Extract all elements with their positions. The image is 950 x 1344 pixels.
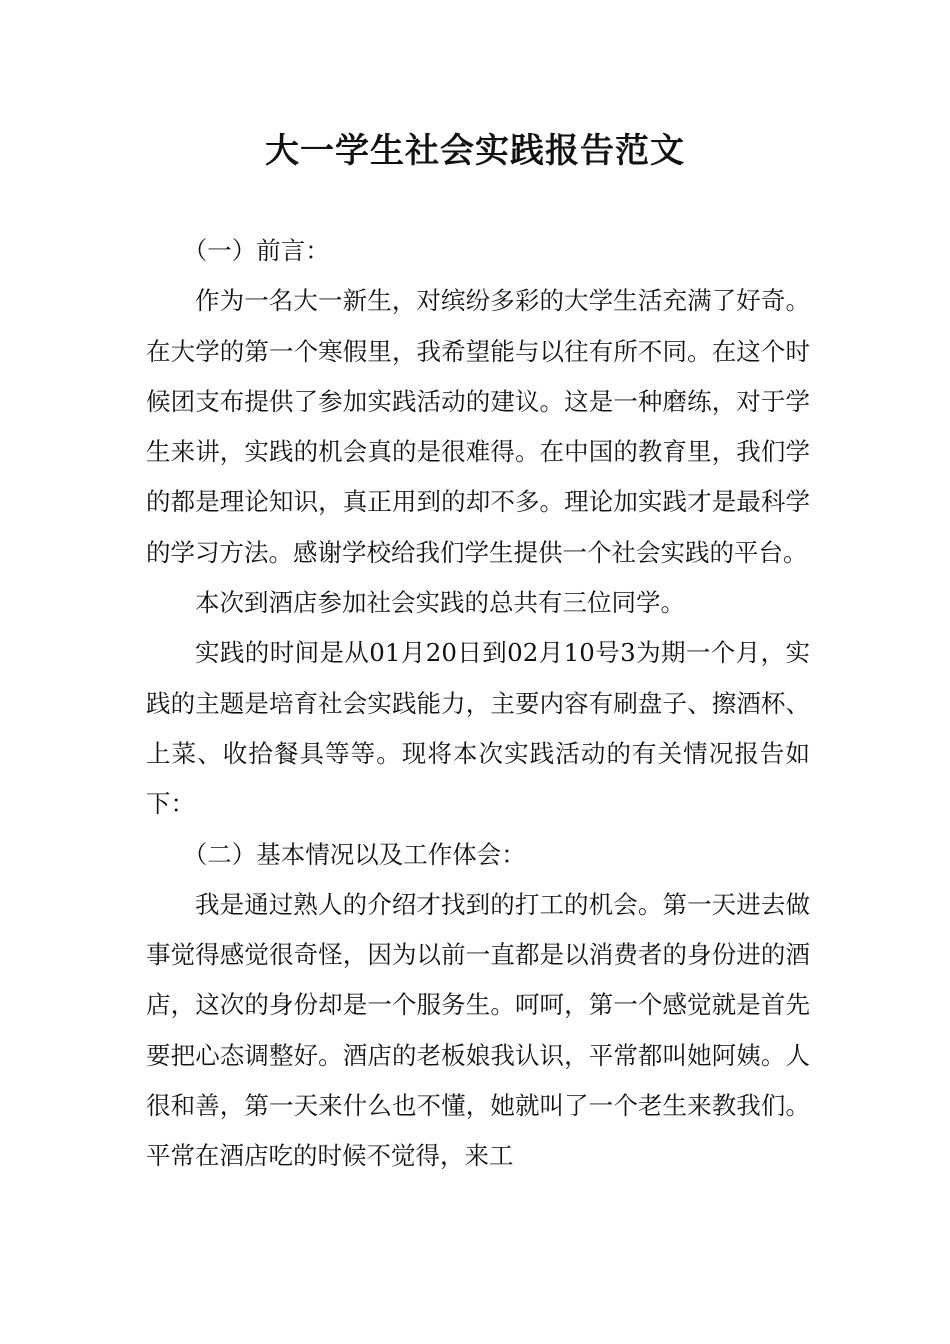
section-heading-preface: （一）前言： <box>182 236 330 265</box>
paragraph-schedule: 实践的时间是从01月20日到02月10号3为期一个月，实践的主题是培育社会实践能力，主要内容有刷盘子、擦酒杯、上菜、收拾餐具等等。现将本次实践活动的有关情况报告如下： <box>146 638 810 819</box>
paragraph-participants: 本次到酒店参加社会实践的总共有三位同学。 <box>195 588 685 618</box>
document-body <box>146 226 810 1182</box>
document-title: 大一学生社会实践报告范文 <box>265 131 685 171</box>
section-heading-situation: （二）基本情况以及工作体会： <box>182 839 526 869</box>
paragraph-preface: 作为一名大一新生，对缤纷多彩的大学生活充满了好奇。在大学的第一个寒假里，我希望能与以往有所不同。在这个时候团支布提供了参加实践活动的建议。这是一种磨练，对于学生来讲，实践的机会真的是很难得。在中国的教育里，我们学的都是理论知识，真正用到的却不多。理论加实践才是最科学的学习方法。感谢学校给我们学生提供一个社会实践的平台。 <box>146 286 810 567</box>
paragraph-experience: 我是通过熟人的介绍才找到的打工的机会。第一天进去做事觉得感觉很奇怪，因为以前一直都是以消费者的身份进的酒店，这次的身份却是一个服务生。呵呵，第一个感觉就是首先要把心态调整好。酒店的老板娘我认识，平常都叫她阿姨。人很和善，第一天来什么也不懂，她就叫了一个老生来教我们。平常在酒店吃的时候不觉得，来工 <box>146 889 810 1171</box>
